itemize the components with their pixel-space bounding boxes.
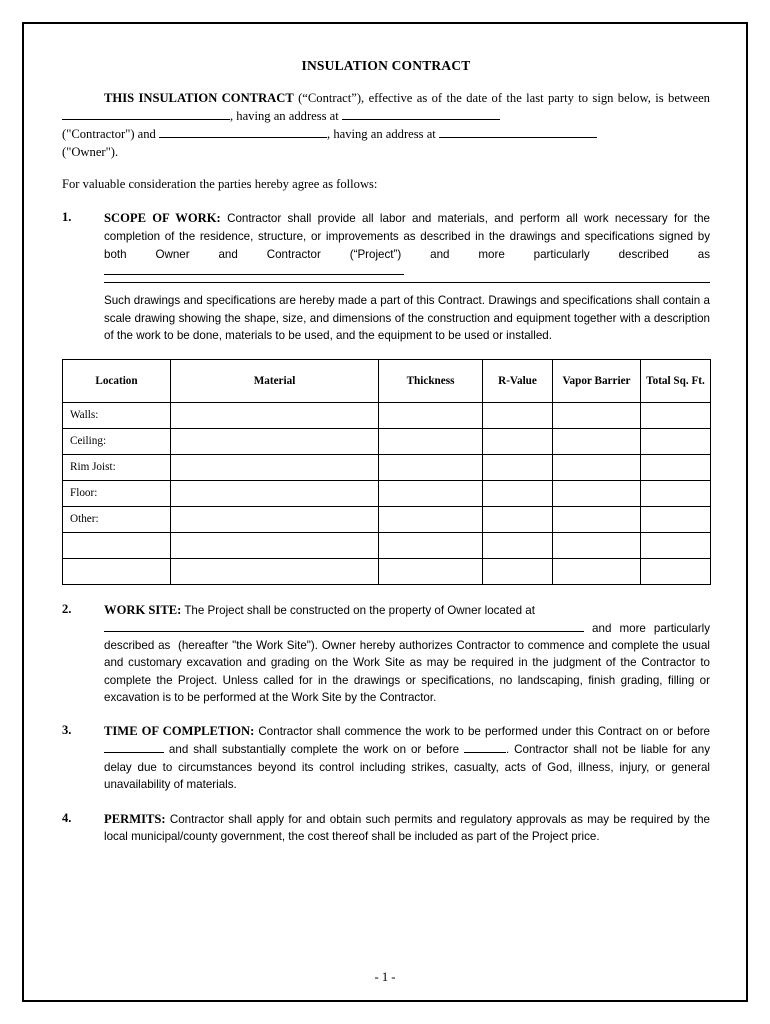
intro-paragraph xyxy=(62,90,710,162)
section-body-4 xyxy=(104,810,710,846)
section-heading-2: WORK SITE: xyxy=(104,602,182,617)
column-header-r-value: R-Value xyxy=(483,359,553,402)
cell-material[interactable] xyxy=(171,506,379,532)
cell-total-sq-ft[interactable] xyxy=(641,558,711,584)
cell-r-value[interactable] xyxy=(483,454,553,480)
cell-material[interactable] xyxy=(171,402,379,428)
table-row xyxy=(63,428,711,454)
cell-material[interactable] xyxy=(171,480,379,506)
section-text-1: Contractor shall provide all labor and materials, and perform all work necessary for the completion of the residence, structure, or improvements as described in the drawings and specifications signed by both Owner and Contractor (“Project”) and more particularly described as xyxy=(104,212,710,261)
section-text-2c: (hereafter "the Work Site"). Owner hereby authorizes Contractor to commence and complete the usual and customary excavation and grading on the Work Site as may be required in the judgment of the Contractor to complete the Project. Unless called for in the drawings or specifications, no landscaping, finish grading, filling or excavation is to be performed at the Work Site by the Contractor. xyxy=(104,638,710,705)
contractor-address-blank[interactable] xyxy=(342,119,500,120)
table-header-row xyxy=(63,359,711,402)
cell-thickness[interactable] xyxy=(379,480,483,506)
cell-vapor-barrier[interactable] xyxy=(553,454,641,480)
intro-lead-rest: (“Contract”), effective as of the date of the last party to sign below, is between xyxy=(293,91,710,105)
table-row xyxy=(63,558,711,584)
section-text-3b: and shall substantially complete the work on or before xyxy=(164,743,464,757)
commence-date-blank[interactable] xyxy=(104,752,164,753)
cell-vapor-barrier[interactable] xyxy=(553,428,641,454)
cell-thickness[interactable] xyxy=(379,402,483,428)
cell-thickness[interactable] xyxy=(379,506,483,532)
intro-line2-prefix: ("Contractor") and xyxy=(62,126,160,141)
section-1-subparagraph: Such drawings and specifications are hereby made a part of this Contract. Drawings and specifications shall contain a scale drawing showing the shape, size, and dimensions of the construction and equipment together with a description of the work to be done, materials to be used, and the equipment to be used or installed. xyxy=(104,294,710,343)
cell-material[interactable] xyxy=(171,558,379,584)
cell-r-value[interactable] xyxy=(483,558,553,584)
intro-lead-bold: THIS INSULATION CONTRACT xyxy=(104,91,294,105)
cell-thickness[interactable] xyxy=(379,532,483,558)
section-number-2: 2. xyxy=(62,601,72,616)
cell-thickness[interactable] xyxy=(379,454,483,480)
cell-material[interactable] xyxy=(171,454,379,480)
cell-total-sq-ft[interactable] xyxy=(641,454,711,480)
cell-location: Other: xyxy=(63,506,171,532)
section-number-3: 3. xyxy=(62,723,72,738)
section-text-2a: The Project shall be constructed on the property of Owner located at xyxy=(181,603,535,617)
intro-after-blank1: , having an address at xyxy=(230,108,342,123)
cell-total-sq-ft[interactable] xyxy=(641,402,711,428)
cell-total-sq-ft[interactable] xyxy=(641,532,711,558)
scope-description-blank[interactable] xyxy=(104,274,404,275)
cell-vapor-barrier[interactable] xyxy=(553,532,641,558)
cell-material[interactable] xyxy=(171,532,379,558)
insulation-table xyxy=(62,359,711,585)
table-row xyxy=(63,480,711,506)
cell-location: Ceiling: xyxy=(63,428,171,454)
section-body-1 xyxy=(104,209,710,344)
section-heading-4: PERMITS: xyxy=(104,811,166,826)
cell-r-value[interactable] xyxy=(483,506,553,532)
consideration-paragraph: For valuable consideration the parties hereby agree as follows: xyxy=(62,176,378,191)
section-number-1: 1. xyxy=(62,210,72,225)
section-permits xyxy=(62,810,710,846)
section-scope-of-work xyxy=(62,209,710,344)
table-row xyxy=(63,454,711,480)
table-row xyxy=(63,402,711,428)
cell-r-value[interactable] xyxy=(483,402,553,428)
page-title: INSULATION CONTRACT xyxy=(301,58,471,73)
work-site-location-blank[interactable] xyxy=(104,631,584,632)
page-number: - 1 - xyxy=(374,970,396,984)
cell-r-value[interactable] xyxy=(483,480,553,506)
cell-location[interactable] xyxy=(63,532,171,558)
intro-line3: ("Owner"). xyxy=(62,144,119,159)
cell-total-sq-ft[interactable] xyxy=(641,428,711,454)
cell-total-sq-ft[interactable] xyxy=(641,480,711,506)
cell-r-value[interactable] xyxy=(483,532,553,558)
cell-location: Floor: xyxy=(63,480,171,506)
section-text-4: Contractor shall apply for and obtain such permits and regulatory approvals as may be required by the local municipal/county government, the cost thereof shall be included as part of the Project price. xyxy=(104,812,710,844)
section-number-4: 4. xyxy=(62,810,72,825)
cell-location[interactable] xyxy=(63,558,171,584)
section-work-site xyxy=(62,601,710,707)
cell-thickness[interactable] xyxy=(379,428,483,454)
section-heading-1: SCOPE OF WORK: xyxy=(104,211,221,226)
column-header-location: Location xyxy=(63,359,171,402)
cell-vapor-barrier[interactable] xyxy=(553,480,641,506)
cell-location: Rim Joist: xyxy=(63,454,171,480)
section-text-3a: Contractor shall commence the work to be performed under this Contract on or before xyxy=(254,725,710,739)
section-heading-3: TIME OF COMPLETION: xyxy=(104,724,255,739)
column-header-material: Material xyxy=(171,359,379,402)
column-header-thickness: Thickness xyxy=(379,359,483,402)
cell-location: Walls: xyxy=(63,402,171,428)
owner-address-blank[interactable] xyxy=(439,137,597,138)
section-text-2b: and more particularly described as xyxy=(104,621,710,652)
owner-name-blank[interactable] xyxy=(159,137,327,138)
table-row xyxy=(63,506,711,532)
intro-after-blank3: , having an address at xyxy=(327,126,439,141)
cell-vapor-barrier[interactable] xyxy=(553,506,641,532)
section-body-3 xyxy=(104,722,710,793)
cell-vapor-barrier[interactable] xyxy=(553,558,641,584)
column-header-total-sq-ft: Total Sq. Ft. xyxy=(641,359,711,402)
table-row xyxy=(63,532,711,558)
cell-material[interactable] xyxy=(171,428,379,454)
completion-date-blank[interactable] xyxy=(464,752,506,753)
section-time-of-completion xyxy=(62,722,710,793)
document-content xyxy=(62,58,710,858)
contractor-name-blank[interactable] xyxy=(62,119,230,120)
cell-vapor-barrier[interactable] xyxy=(553,402,641,428)
section-body-2 xyxy=(104,601,710,707)
section-text-3c: . Contractor shall not be liable for any delay due to circumstances beyond its control including strikes, casualty, acts of God, illness, injury, or general unavailability of materials. xyxy=(104,743,710,792)
cell-r-value[interactable] xyxy=(483,428,553,454)
cell-total-sq-ft[interactable] xyxy=(641,506,711,532)
scope-description-blank-2[interactable] xyxy=(104,282,710,283)
cell-thickness[interactable] xyxy=(379,558,483,584)
column-header-vapor-barrier: Vapor Barrier xyxy=(553,359,641,402)
